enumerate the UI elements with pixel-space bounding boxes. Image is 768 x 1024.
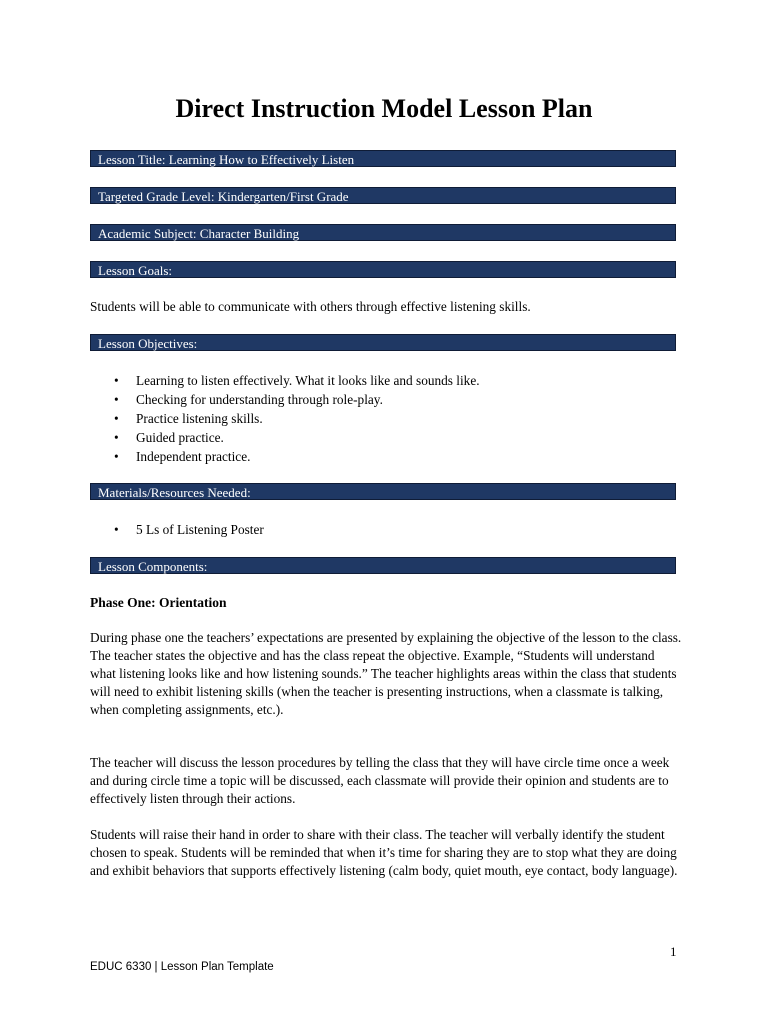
phase-one-paragraph-2: The teacher will discuss the lesson procedures by telling the class that they will have circle time once a week and during circle time a topic will be discussed, each classmate will provide their opinion and students are to effectively listen through their actions.: [90, 755, 670, 806]
phase-one-paragraph-1: During phase one the teachers’ expectations are presented by explaining the objective of the lesson to the class. The teacher states the objective and has the class repeat the objective. Example, “Students will understand what listening looks like and how listening sounds.” The teacher highlights areas within the class that students will need to exhibit listening skills (when the teacher is presenting instructions, when a classmate is talking, when completing assignments, etc.).: [90, 630, 682, 717]
bullet-icon: •: [114, 522, 119, 537]
list-item: • Checking for understanding through role-play.: [114, 392, 383, 407]
goals-text: Students will be able to communicate with others through effective listening skills.: [90, 299, 531, 314]
lesson-title-bar: Lesson Title: Learning How to Effectively Listen: [90, 150, 676, 167]
materials-list: [90, 520, 682, 539]
list-item: • Guided practice.: [114, 430, 224, 445]
page-title: Direct Instruction Model Lesson Plan: [175, 94, 593, 123]
page-number: 1: [670, 944, 677, 959]
objectives-bar: Lesson Objectives:: [90, 334, 676, 351]
phase-one-heading: Phase One: Orientation: [90, 595, 227, 610]
list-item: • Practice listening skills.: [114, 411, 263, 426]
bullet-icon: •: [114, 430, 119, 445]
grade-level-bar: Targeted Grade Level: Kindergarten/First Grade: [90, 187, 676, 204]
bullet-icon: •: [114, 449, 119, 464]
phase-one-paragraph-3: Students will raise their hand in order to share with their class. The teacher will verbally identify the student chosen to speak. Students will be reminded that when it’s time for sharing they are to stop what they are doing and exhibit behaviors that supports effectively listening (calm body, quiet mouth, eye contact, body language).: [90, 827, 678, 878]
list-item: • 5 Ls of Listening Poster: [114, 522, 264, 537]
list-item: • Learning to listen effectively. What it looks like and sounds like.: [114, 373, 480, 388]
bullet-icon: •: [114, 392, 119, 407]
list-item: • Independent practice.: [114, 449, 251, 464]
materials-bar: Materials/Resources Needed:: [90, 483, 676, 500]
bullet-icon: •: [114, 411, 119, 426]
bullet-icon: •: [114, 373, 119, 388]
goals-bar: Lesson Goals:: [90, 261, 676, 278]
footer-text: EDUC 6330 | Lesson Plan Template: [90, 961, 274, 973]
subject-bar: Academic Subject: Character Building: [90, 224, 676, 241]
objectives-list: [90, 371, 682, 466]
components-bar: Lesson Components:: [90, 557, 676, 574]
